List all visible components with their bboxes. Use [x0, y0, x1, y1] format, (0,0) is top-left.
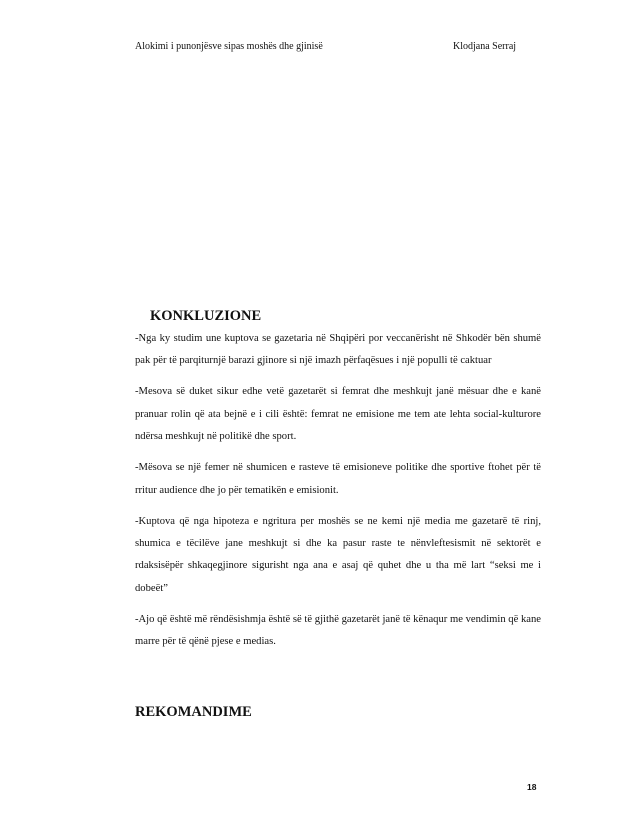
- running-header-title: Alokimi i punonjësve sipas moshës dhe gjinisë: [135, 41, 323, 52]
- conclusion-paragraph-2: -Mesova së duket sikur edhe vetë gazetarët si femrat dhe meshkujt janë mësuar dhe e kanë pranuar rolin që ata bejnë e i cili është: femrat ne emisione me tem ate lehta social-kulturore ndërsa meshkujt në politikë dhe sport.: [135, 386, 541, 443]
- recommendations-heading: REKOMANDIME: [135, 704, 252, 720]
- conclusion-paragraph-4: -Kuptova që nga hipoteza e ngritura per moshës se ne kemi një media me gazetarë të rinj, shumica e tëcilëve jane meshkujt si dhe ka pasur raste te nënvleftesismit në sektorët e rdaksisëpër shkaqegjinore sigurisht nga ana e asaj që quhet dhe u tha më lart “seksi me i dobeët”: [135, 515, 541, 594]
- conclusion-paragraph-5: -Ajo që është më rëndësishmja është së të gjithë gazetarët janë të kënaqur me vendimin që kane marre për të qënë pjese e medias.: [135, 613, 541, 648]
- conclusion-paragraph-3: -Mësova se një femer në shumicen e rasteve të emisioneve politike dhe sportive ftohet për të rritur audience dhe jo për tematikën e emisionit.: [135, 462, 541, 496]
- conclusions-body: [135, 328, 541, 662]
- conclusions-heading: KONKLUZIONE: [150, 308, 262, 324]
- running-header-author: Klodjana Serraj: [453, 41, 517, 52]
- page-number: 18: [527, 782, 537, 792]
- conclusion-paragraph-1: -Nga ky studim une kuptova se gazetaria në Shqipëri por veccanërisht në Shkodër bën shumë pak për të parqiturnjë barazi gjinore si një imazh përfaqësues i një populli të caktuar: [135, 333, 541, 367]
